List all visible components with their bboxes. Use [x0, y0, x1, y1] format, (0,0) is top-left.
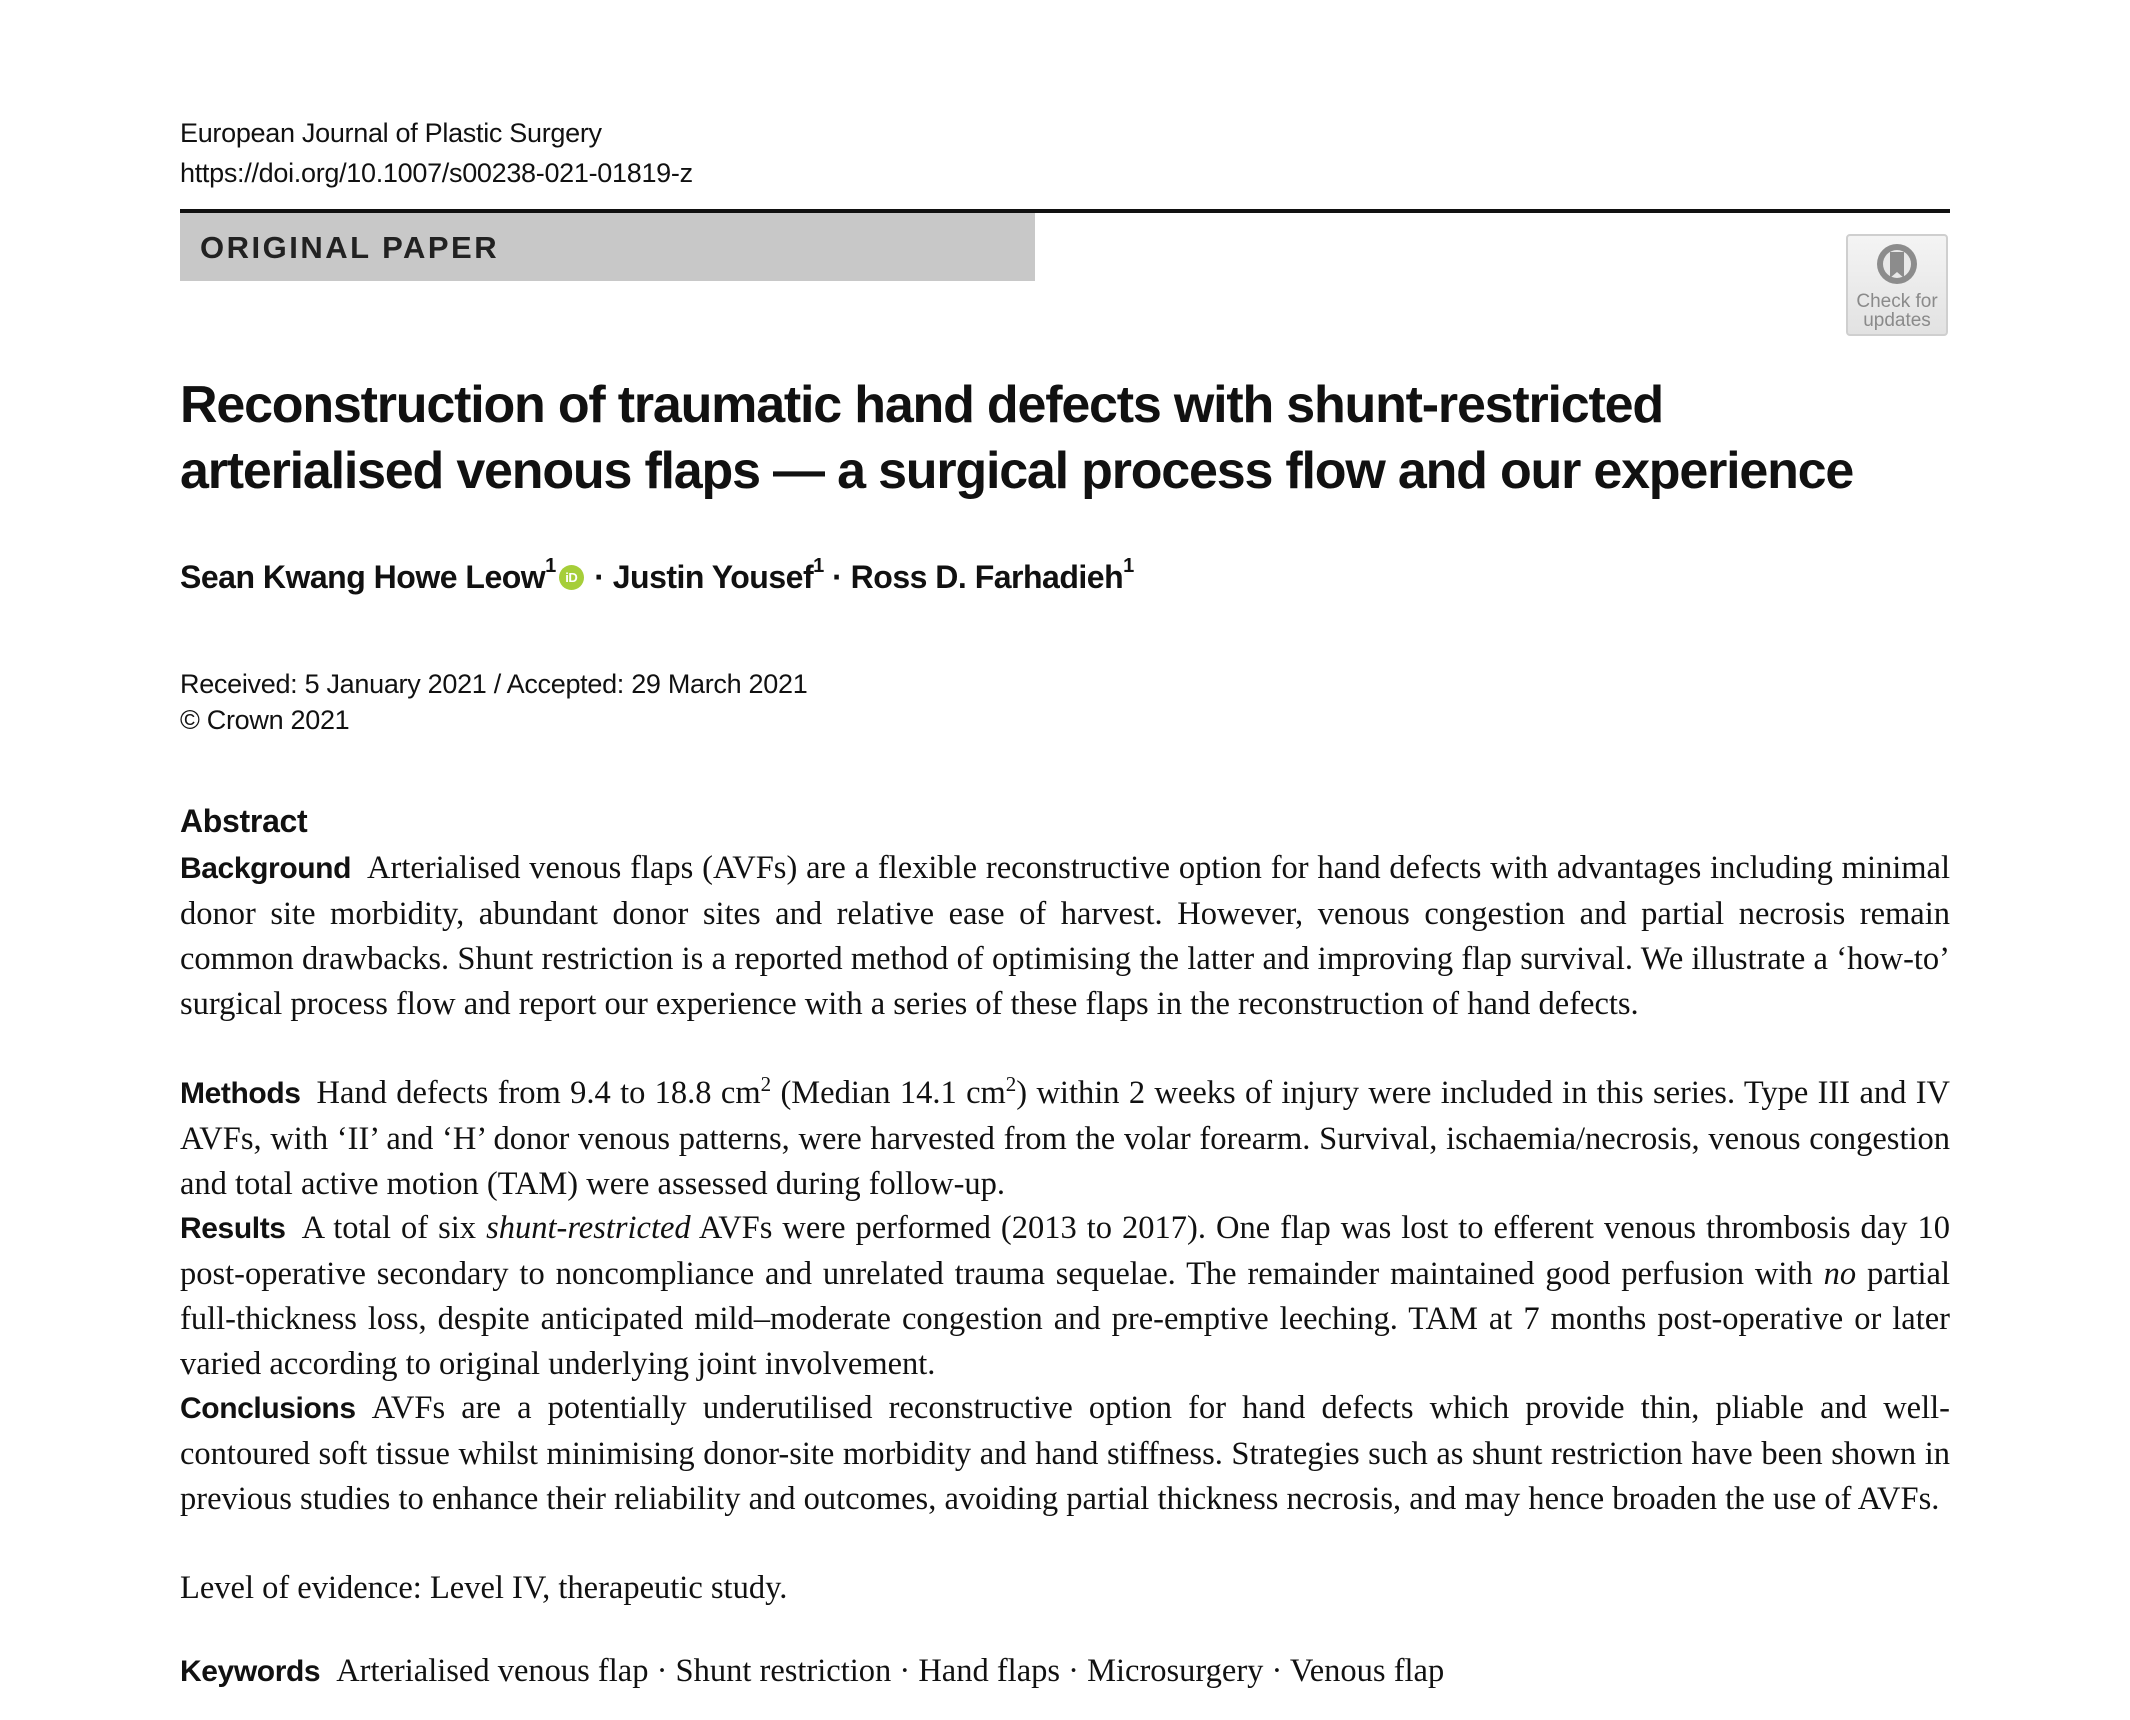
abstract-heading: Abstract	[180, 803, 308, 839]
author-list	[180, 555, 1134, 596]
author-name[interactable]: Sean Kwang Howe Leow	[180, 559, 546, 595]
keywords-label: Keywords	[180, 1655, 321, 1688]
section-text: AVFs are a potentially underutilised reconstructive option for hand defects which provide thin, pliable and well-contoured soft tissue whilst minimising donor-site morbidity and hand stiffness. Strategies such as shunt restriction have been shown in previous studies to enhance their reliability and outcomes, avoiding partial thickness necrosis, and may hence broaden the use of AVFs.	[180, 1390, 1950, 1517]
article-page	[180, 0, 1950, 1720]
author-separator: ·	[594, 559, 605, 595]
affiliation-marker: 1	[813, 555, 824, 578]
bookmark-ribbon-icon	[1875, 242, 1919, 288]
author-name[interactable]: Justin Yousef	[612, 559, 814, 595]
copyright-line: © Crown 2021	[180, 705, 350, 735]
emphasis: shunt-restricted	[486, 1210, 691, 1246]
article-title	[180, 372, 1970, 504]
journal-header	[180, 113, 693, 193]
emphasis: no	[1823, 1255, 1857, 1292]
superscript: 2	[1005, 1072, 1017, 1097]
abstract-methods	[180, 1071, 1950, 1207]
section-text: A total of six	[301, 1210, 487, 1246]
title-line-1: Reconstruction of traumatic hand defects with shunt-restricted	[180, 376, 1663, 434]
article-dates	[180, 666, 807, 738]
abstract-results	[180, 1206, 1950, 1387]
abstract-conclusions	[180, 1386, 1950, 1522]
section-label: Results	[180, 1212, 286, 1245]
affiliation-marker: 1	[1123, 555, 1134, 578]
article-type-label: ORIGINAL PAPER	[200, 230, 500, 265]
section-text: Hand defects from 9.4 to 18.8 cm	[316, 1075, 761, 1111]
section-text: (Median 14.1 cm	[771, 1075, 1006, 1111]
section-label: Background	[180, 852, 352, 885]
check-for-updates-button[interactable]	[1846, 234, 1948, 336]
author-name[interactable]: Ross D. Farhadieh	[850, 559, 1124, 595]
keywords-text: Arterialised venous flap · Shunt restriction · Hand flaps · Microsurgery · Venous flap	[336, 1653, 1445, 1689]
section-text: Arterialised venous flaps (AVFs) are a flexible reconstructive option for hand defects with advantages including minimal donor site morbidity, abundant donor sites and relative ease of harvest. However, venous congestion and partial necrosis remain common drawbacks. Shunt restriction is a reported method of optimising the latter and improving flap survival. We illustrate a ‘how-to’ surgical process flow and report our experience with a series of these flaps in the reconstruction of hand defects.	[180, 850, 1950, 1022]
section-text: ) within 2 weeks of injury were included in this series. Type III and IV AVFs, with ‘II’ and ‘H’ donor venous patterns, were harvested from the volar forearm. Survival, ischaemia/necrosis, venous congestion and total active motion (TAM) were assessed during follow-up.	[180, 1075, 1951, 1202]
keywords-line	[180, 1653, 1444, 1690]
orcid-icon[interactable]: iD	[559, 565, 584, 590]
title-line-2: arterialised venous flaps — a surgical process flow and our experience	[180, 442, 1854, 500]
abstract-background	[180, 846, 1950, 1027]
section-text: partial full-thickness loss, despite anticipated mild–moderate congestion and pre-emptive leeching. TAM at 7 months post-operative or later varied according to original underlying joint involvement.	[180, 1255, 1950, 1382]
received-accepted-dates: Received: 5 January 2021 / Accepted: 29 March 2021	[180, 669, 808, 699]
journal-name: European Journal of Plastic Surgery	[180, 118, 602, 148]
check-updates-label: Check for updates	[1856, 291, 1938, 331]
section-text: AVFs were performed (2013 to 2017). One flap was lost to efferent venous thrombosis day 10 post-operative secondary to noncompliance and unrelated trauma sequelae. The remainder maintained good perfusion with	[180, 1210, 1950, 1292]
section-label: Methods	[180, 1077, 301, 1110]
affiliation-marker: 1	[545, 555, 556, 578]
doi-link[interactable]: https://doi.org/10.1007/s00238-021-01819-z	[180, 158, 693, 188]
section-label: Conclusions	[180, 1392, 356, 1425]
author-separator: ·	[832, 559, 843, 595]
superscript: 2	[760, 1072, 772, 1097]
level-of-evidence: Level of evidence: Level IV, therapeutic study.	[180, 1570, 788, 1606]
article-type-banner	[180, 213, 1035, 281]
